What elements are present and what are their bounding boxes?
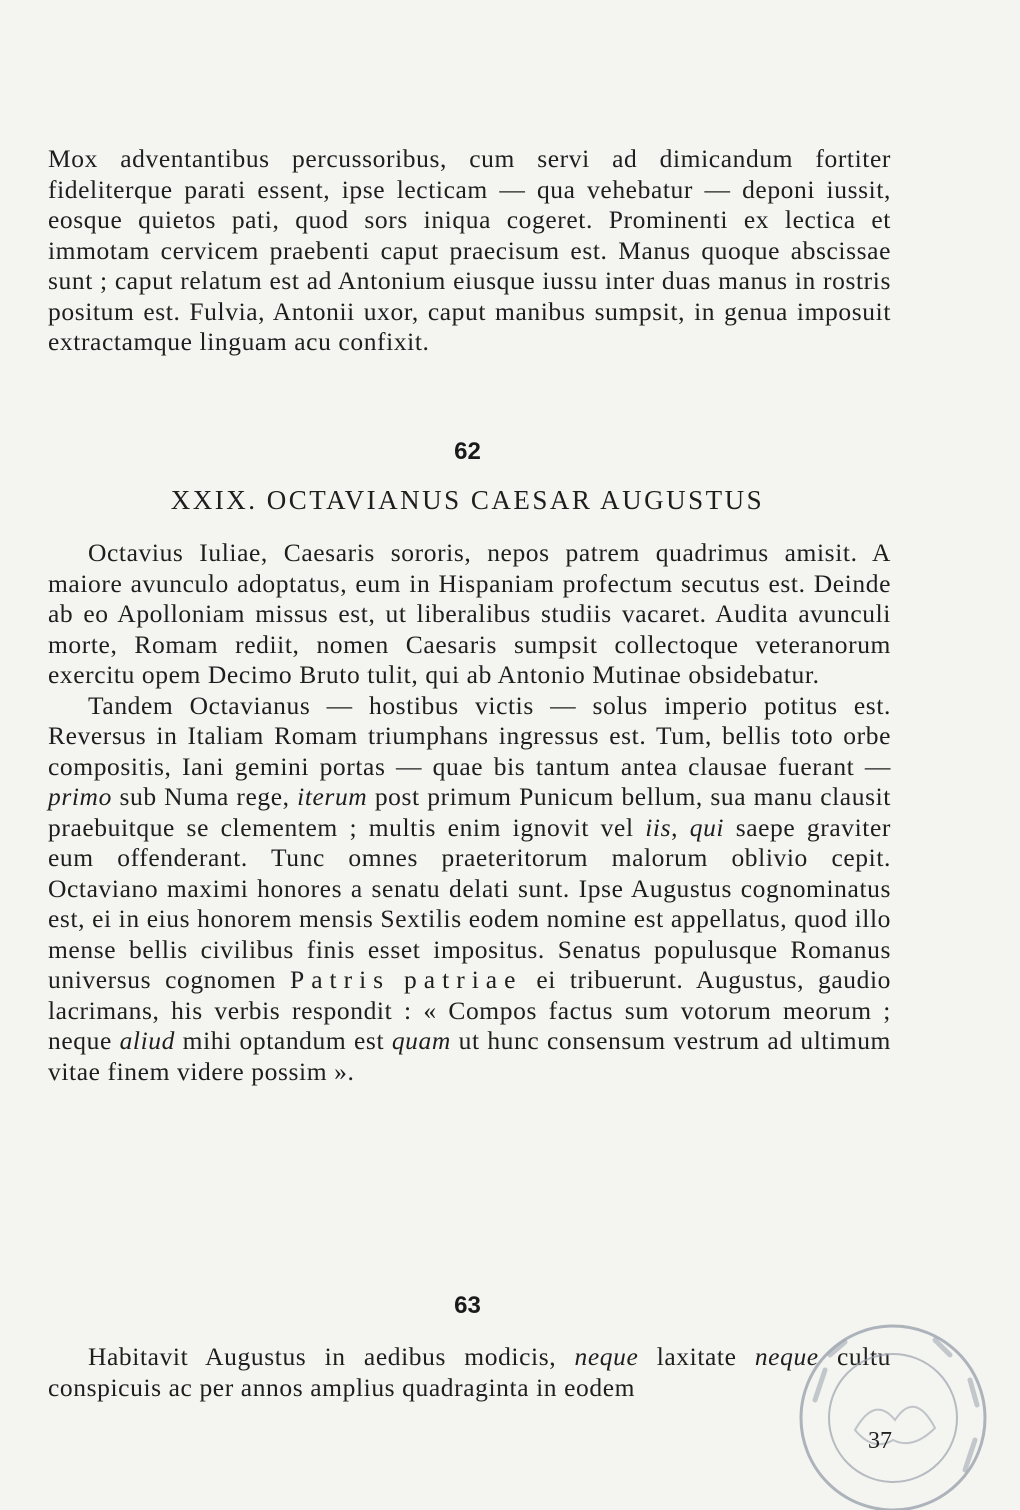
text-run: mihi optandum est <box>175 1026 392 1055</box>
spaced-word-patris: Patris <box>290 965 391 994</box>
page-number: 37 <box>868 1428 892 1454</box>
library-stamp-icon <box>785 1310 1000 1510</box>
text-run <box>390 965 404 994</box>
section-63-text <box>48 1342 891 1403</box>
section-62-number: 62 <box>454 438 481 465</box>
chapter-title: XXIX. OCTAVIANUS CAESAR AUGUSTUS <box>170 485 765 515</box>
section-62-paragraph-2 <box>48 691 891 1088</box>
italic-word-iterum: iterum <box>297 782 368 811</box>
text-run: , <box>671 812 690 842</box>
spaced-word-patriae: patriae <box>404 965 523 994</box>
section-62-paragraph-1: Octavius Iuliae, Caesaris sororis, nepos patrem quadrimus amisit. A maiore avunculo adoptatus, eum in Hispaniam profectum secutus est. Deinde ab eo Apolloniam missus est, ut liberalibus studiis vacaret. Audita avunculi morte, Romam rediit, nomen Caesaris sumpsit collectoque veteranorum exercitu opem Decimo Bruto tulit, qui ab Antonio Mutinae obsidebatur. <box>48 538 891 689</box>
text-run: laxitate <box>638 1342 755 1371</box>
section-63-number: 63 <box>454 1292 481 1319</box>
italic-word-neque: neque <box>574 1342 639 1371</box>
text-run: sub Numa rege, <box>111 782 298 811</box>
section-61-text <box>48 144 891 358</box>
text-run: post primum Punicum bellum, sua manu clausit praebuitque se clementem ; multis enim ignovit vel <box>48 782 891 842</box>
italic-word-quam: quam <box>391 1026 451 1055</box>
italic-word-primo: primo <box>48 782 112 811</box>
section-61-paragraph: Mox adventantibus percussoribus, cum servi ad dimicandum fortiter fideliterque parati essent, ipse lecticam — qua vehebatur — deponi iussit, eosque quietos pati, quod sors iniqua cogeret. Prominenti ex lectica et immotam cervicem praebenti caput praecisum est. Manus quoque abscissae sunt ; caput relatum est ad Antonium eiusque iussu inter duas manus in rostris positum est. Fulvia, Antonii uxor, caput manibus sumpsit, in genua imposuit extractamque linguam acu confixit. <box>48 144 891 356</box>
section-63-paragraph <box>48 1342 891 1403</box>
text-run: ut hunc consensum vestrum ad ultimum vitae finem videre possim ». <box>48 1026 891 1086</box>
text-run: Habitavit Augustus in aedibus modicis, <box>88 1342 575 1371</box>
text-run: ei tribuerunt. Augustus, gaudio lacrimans, his verbis respondit : « Compos factus sum votorum meorum ; neque <box>48 965 891 1055</box>
italic-word-aliud: aliud <box>119 1026 175 1055</box>
section-62-text <box>48 538 891 1087</box>
text-run: Tandem Octavianus — hostibus victis — solus imperio potitus est. Reversus in Italiam Romam triumphans ingressus est. Tum, bellis toto orbe compositis, Iani gemini portas — quae bis tantum antea clausae fuerant — <box>48 690 891 781</box>
italic-word-neque: neque <box>754 1342 819 1371</box>
italic-word-iis: iis <box>645 812 672 842</box>
italic-word-qui: qui <box>689 812 725 842</box>
text-run: cultu conspicuis ac per annos amplius quadraginta in eodem <box>48 1342 891 1402</box>
text-run: saepe graviter eum offenderant. Tunc omnes praeteritorum malorum oblivio cepit. Octaviano maximi honores a senatu delati sunt. Ipse Augustus cognominatus est, ei in eius honorem mensis Sextilis eodem nomine est appellatus, quod illo mense bellis civilibus finis esset impositus. Senatus populusque Romanus universus cognomen <box>48 812 892 994</box>
